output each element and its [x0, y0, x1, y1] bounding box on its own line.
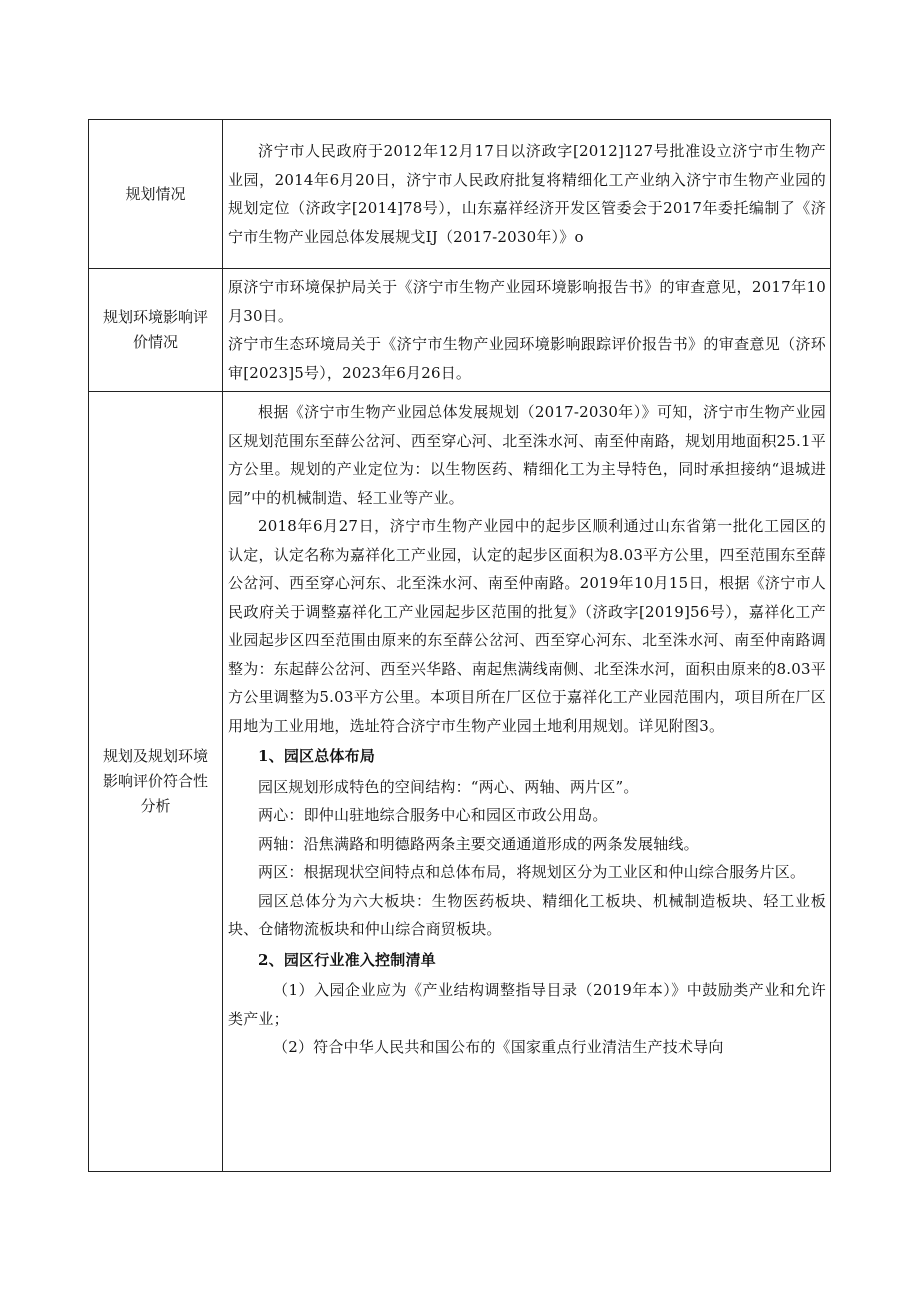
row-content-cell: [223, 269, 831, 392]
row-label: 规划及规划环境影响评价符合性分析: [102, 747, 208, 815]
section-heading: 2、园区行业准入控制清单: [258, 950, 436, 969]
paragraph: 根据《济宁市生物产业园总体发展规划（2017-2030年）》可知，济宁市生物产业园区规划范围东至薛公岔河、西至穿心河、北至洙水河、南至仲南路，规划用地面积25.1平方公里。规划的产业定位为：以生物医药、精细化工为主导特色，同时承担接纳“退城进园”中的机械制造、轻工业等产业。: [228, 403, 826, 507]
section-heading: 1、园区总体布局: [258, 747, 376, 765]
row-content-cell: [223, 392, 831, 1172]
paragraph: 2018年6月27日，济宁市生物产业园中的起步区顺利通过山东省第一批化工园区的认定，认定名称为嘉祥化工产业园，认定的起步区面积为8.03平方公里，四至范围东至薛公岔河、西至穿心河东、北至洙水河、南至仲南路。2019年10月15日，根据《济宁市人民政府关于调整嘉祥化工产业园起步区范围的批复》（济政字[2019]56号），嘉祥化工产业园起步区四至范围由原来的东至薛公岔河、西至穿心河东、北至洙水河、南至仲南路调整为：东起薛公岔河、西至兴华路、南起焦满线南侧、北至洙水河，面积由原来的8.03平方公里调整为5.03平方公里。本项目所在厂区位于嘉祥化工产业园范围内，项目所在厂区用地为工业用地，选址符合济宁市生物产业园土地利用规划。详见附图3。: [228, 517, 826, 735]
paragraph: 济宁市生态环境局关于《济宁市生物产业园环境影响跟踪评价报告书》的审查意见（济环审[2023]5号），2023年6月26日。: [228, 335, 826, 382]
table-row-planning: [89, 120, 831, 269]
paragraph: 两轴：沿焦满路和明德路两条主要交通通道形成的两条发展轴线。: [258, 834, 699, 853]
table-row-eia: [89, 269, 831, 392]
paragraph: 济宁市人民政府于2012年12月17日以济政字[2012]127号批准设立济宁市生物产业园，2014年6月20日，济宁市人民政府批复将精细化工产业纳入济宁市生物产业园的规划定位（济政字[2014]78号），山东嘉祥经济开发区管委会于2017年委托编制了《济宁市生物产业园总体发展规戈IJ（2017-2030年）》o: [228, 142, 826, 246]
row-label: 规划情况: [125, 184, 186, 203]
table-row-compliance: [89, 392, 831, 1172]
row-label-cell: [89, 392, 223, 1172]
list-item: （2）符合中华人民共和国公布的《国家重点行业清洁生产技术导向: [273, 1038, 724, 1056]
row-label-cell: [89, 269, 223, 392]
paragraph: 园区规划形成特色的空间结构：“两心、两轴、两片区”。: [258, 777, 639, 796]
paragraph: 原济宁市环境保护局关于《济宁市生物产业园环境影响报告书》的审查意见，2017年10月30日。: [228, 278, 826, 325]
list-item: （1）入园企业应为《产业结构调整指导目录（2019年本）》中鼓励类产业和允许类产业；: [228, 981, 826, 1028]
row-content-cell: [223, 120, 831, 269]
paragraph: 园区总体分为六大板块：生物医药板块、精细化工板块、机械制造板块、轻工业板块、仓储物流板块和仲山综合商贸板块。: [228, 891, 826, 938]
row-label-cell: [89, 120, 223, 269]
paragraph: 两区：根据现状空间特点和总体布局，将规划区分为工业区和仲山综合服务片区。: [258, 863, 806, 881]
row-label: 规划环境影响评价情况: [102, 308, 208, 351]
paragraph: 两心：即仲山驻地综合服务中心和园区市政公用岛。: [258, 806, 608, 824]
planning-table: [88, 119, 831, 1172]
